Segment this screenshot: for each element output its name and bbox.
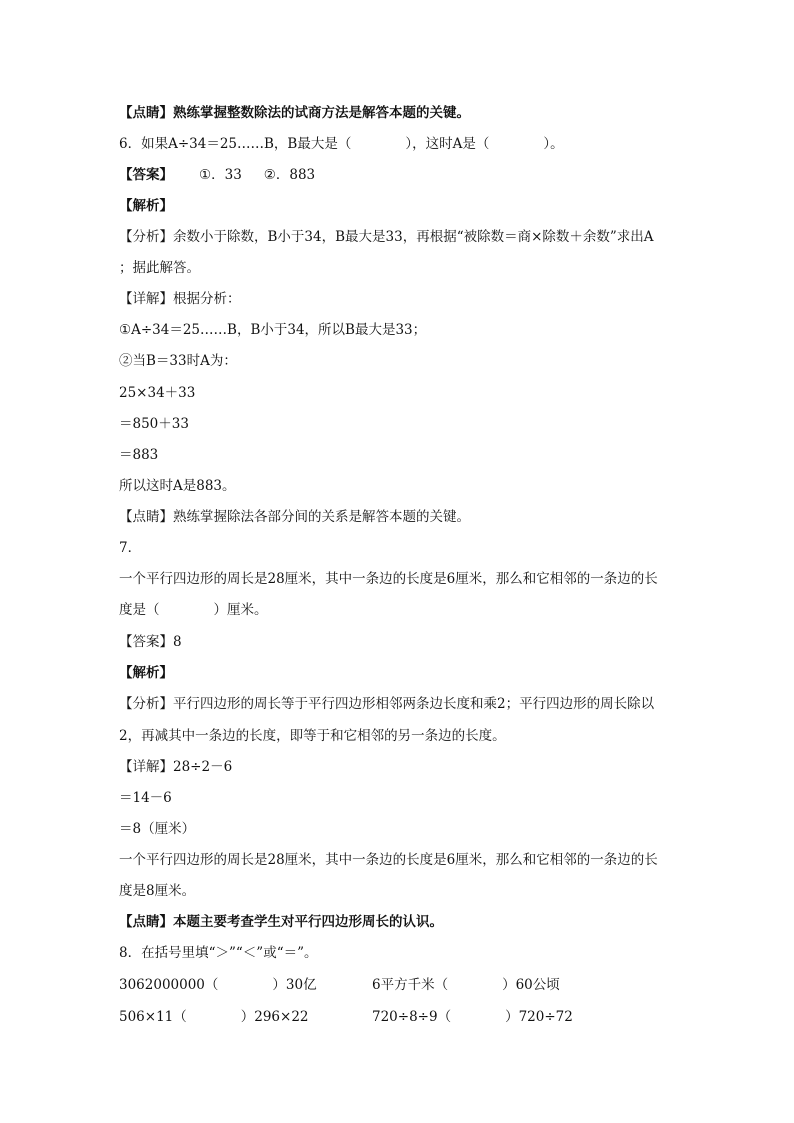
tip-line-3: 【点睛】本题主要考查学生对平行四边形周长的认识。 — [119, 914, 443, 930]
answer-6 — [119, 166, 679, 184]
tip-line-2: 【点睛】熟练掌握除法各部分间的关系是解答本题的关键。 — [119, 509, 470, 525]
compare-item-1: 3062000000（ ）30亿 — [119, 977, 317, 993]
analysis-6-line-1: 【分析】余数小于除数，B小于34，B最大是33，再根据“被除数＝商×除数＋余数”求出A — [119, 229, 654, 245]
detail-7-calc-1: ＝14－6 — [119, 790, 172, 806]
question-7-line-2: 度是（ ）厘米。 — [119, 602, 268, 618]
compare-item-4: 720÷8÷9（ ）720÷72 — [372, 1009, 573, 1025]
detail-6-heading: 【详解】根据分析： — [119, 291, 241, 307]
calc-line-2: ＝850＋33 — [119, 416, 189, 432]
answer-part-2: ②．883 — [263, 167, 316, 183]
answer-part-1: ①．33 — [199, 167, 242, 183]
question-7-number: 7． — [119, 540, 142, 556]
question-7-line-1: 一个平行四边形的周长是28厘米，其中一条边的长度是6厘米，那么和它相邻的一条边的长 — [119, 571, 658, 587]
tip-line-1: 【点睛】熟练掌握整数除法的试商方法是解答本题的关键。 — [119, 105, 470, 121]
answer-label: 【答案】 — [119, 167, 173, 183]
analysis-7-line-2: 2，再减其中一条边的长度，即等于和它相邻的另一条边的长度。 — [119, 728, 506, 744]
detail-6-step-1: ①A÷34＝25……B，B小于34，所以B最大是33； — [119, 322, 427, 338]
calc-line-1: 25×34＋33 — [119, 385, 196, 401]
conclusion-7-line-1: 一个平行四边形的周长是28厘米，其中一条边的长度是6厘米，那么和它相邻的一条边的长 — [119, 852, 658, 868]
calc-line-3: ＝883 — [119, 447, 159, 463]
conclusion-6: 所以这时A是883。 — [119, 478, 236, 494]
conclusion-7-line-2: 度是8厘米。 — [119, 883, 196, 899]
detail-6-step-2: ②当B＝33时A为： — [119, 353, 237, 369]
compare-item-3: 506×11（ ）296×22 — [119, 1009, 309, 1025]
analysis-label: 【解析】 — [119, 198, 173, 214]
compare-item-2: 6平方千米（ ）60公顷 — [372, 977, 560, 993]
analysis-7-line-1: 【分析】平行四边形的周长等于平行四边形相邻两条边长度和乘2；平行四边形的周长除以 — [119, 696, 655, 712]
analysis-label-7: 【解析】 — [119, 665, 173, 681]
analysis-6-line-2: ；据此解答。 — [119, 260, 200, 276]
answer-7: 【答案】8 — [119, 634, 182, 650]
question-8: 8．在括号里填“＞”“＜”或“＝”。 — [119, 945, 318, 961]
question-6: 6．如果A÷34＝25……B，B最大是（ ），这时A是（ ）。 — [119, 136, 564, 152]
detail-7-calc-2: ＝8（厘米） — [119, 821, 196, 837]
detail-7-heading: 【详解】28÷2－6 — [119, 759, 233, 775]
